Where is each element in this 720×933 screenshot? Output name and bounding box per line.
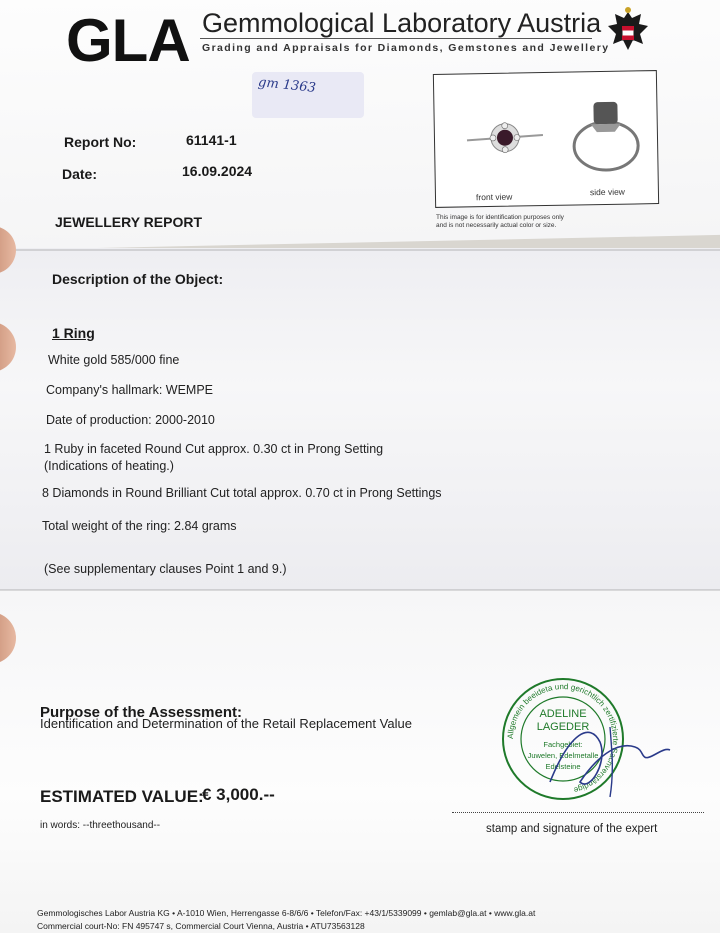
stamp-name-2: LAGEDER	[536, 721, 590, 733]
stamp-inner-3: Edelsteine	[545, 762, 581, 771]
description-heading: Description of the Object:	[52, 271, 224, 287]
image-disclaimer-1: This image is for identification purposes only	[436, 214, 564, 221]
description-line: Company's hallmark: WEMPE	[46, 383, 214, 397]
stamp-inner-1: Fachgebiet:	[543, 740, 583, 749]
description-line: (Indications of heating.)	[44, 459, 174, 473]
description-line: White gold 585/000 fine	[48, 353, 180, 367]
expert-signature	[540, 712, 680, 802]
value-in-words: in words: --threethousand--	[40, 820, 161, 831]
description-line: 8 Diamonds in Round Brilliant Cut total approx. 0.70 ct in Prong Settings	[42, 486, 442, 500]
estimated-value-label: ESTIMATED VALUE:	[40, 787, 204, 806]
side-view-caption: side view	[589, 186, 625, 198]
stamp-ring-text: Allgemein beeideta und gerichtlich zertifizierte Sachverständige	[505, 681, 621, 795]
handwritten-note: gm 1363	[257, 75, 317, 96]
lab-subtitle: Grading and Appraisals for Diamonds, Gemstones and Jewellery	[202, 42, 610, 54]
ring-photo-box	[433, 70, 659, 208]
description-line: 1 Ruby in faceted Round Cut approx. 0.30 ct in Prong Setting	[44, 442, 384, 456]
date-label: Date:	[62, 166, 98, 182]
item-title: 1 Ring	[52, 325, 95, 341]
description-line: Total weight of the ring: 2.84 grams	[42, 519, 237, 533]
ring-side-view-image	[568, 93, 643, 180]
fold-line-bottom	[0, 589, 720, 591]
stamp-inner-2: Juwelen, Edelmetalle	[527, 751, 599, 760]
signature-line	[452, 812, 704, 813]
footer-line-1: Gemmologisches Labor Austria KG • A-1010 Wien, Herrengasse 6-8/6/6 • Telefon/Fax: +43/1/5339099 • gemlab@gla.at • www.gla.at	[37, 908, 536, 918]
austrian-eagle-icon	[603, 6, 653, 56]
date-value: 16.09.2024	[182, 163, 253, 179]
image-disclaimer-2: and is not necessarily actual color or size.	[436, 222, 557, 229]
description-line: Date of production: 2000-2010	[46, 413, 215, 427]
front-view-caption: front view	[475, 191, 513, 203]
footer-line-2: Commercial court-No: FN 495747 s, Commercial Court Vienna, Austria • ATU73563128	[37, 921, 365, 931]
signature-caption: stamp and signature of the expert	[486, 823, 658, 835]
supplementary-note: (See supplementary clauses Point 1 and 9.)	[44, 562, 287, 576]
report-no-value: 61141-1	[186, 132, 237, 148]
fold-line-top	[0, 249, 720, 251]
ring-front-view-image	[465, 113, 546, 162]
report-type: JEWELLERY REPORT	[55, 214, 203, 230]
gla-logo: GLA	[66, 7, 190, 74]
purpose-text: Identification and Determination of the Retail Replacement Value	[40, 716, 412, 731]
purpose-heading: Purpose of the Assessment:	[40, 704, 242, 721]
header-rule	[200, 38, 592, 39]
report-no-label: Report No:	[64, 134, 137, 150]
stamp-name-1: ADELINE	[539, 708, 587, 720]
lab-name: Gemmological Laboratory Austria	[202, 8, 602, 38]
estimated-value: € 3,000.--	[202, 785, 275, 804]
